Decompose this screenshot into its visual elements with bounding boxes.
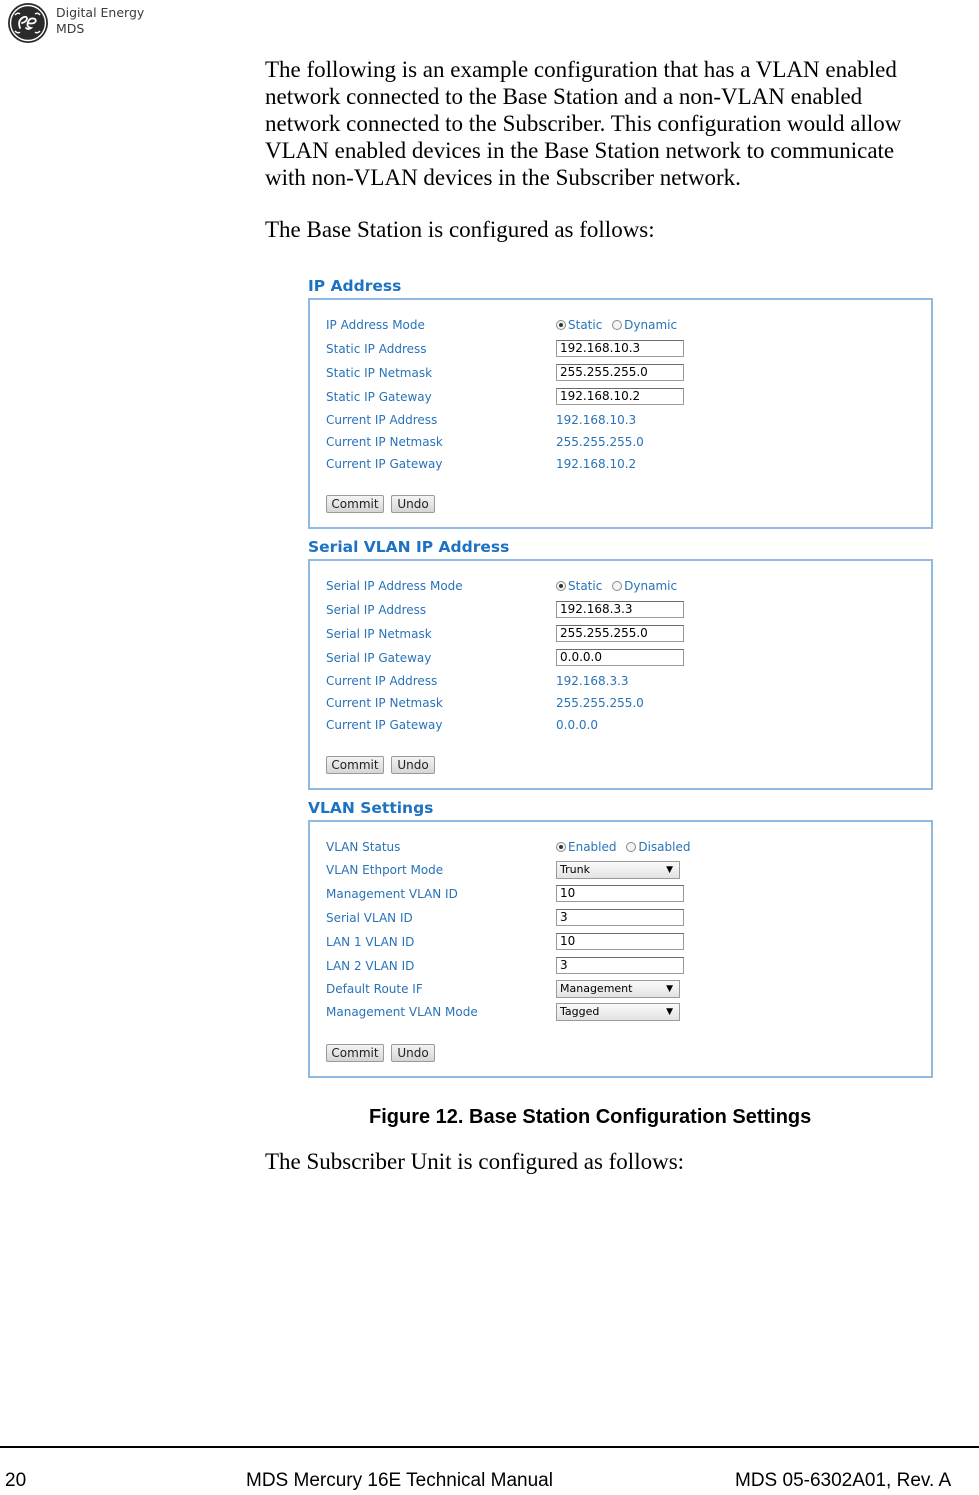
intro-line-4: VLAN enabled devices in the Base Station network to communicate: [265, 138, 895, 163]
undo-button[interactable]: Undo: [391, 1044, 435, 1062]
page-number: 20: [5, 1470, 27, 1491]
current-ip-value: 192.168.10.3: [556, 413, 637, 427]
static-netmask-label: Static IP Netmask: [326, 366, 433, 380]
serial-vlan-id-label: Serial VLAN ID: [326, 911, 413, 925]
lan2-vlan-id-label: LAN 2 VLAN ID: [326, 959, 415, 973]
radio-icon[interactable]: [556, 320, 566, 330]
intro-line-1: The following is an example configuration that has a VLAN enabled: [265, 57, 897, 82]
serial-current-netmask-value: 255.255.255.0: [556, 696, 644, 710]
static-gateway-label: Static IP Gateway: [326, 390, 432, 404]
default-route-value: Management: [560, 982, 633, 995]
mgmt-vlan-id-label: Management VLAN ID: [326, 887, 458, 901]
footer-divider: [0, 1446, 979, 1448]
brand-line-2: MDS: [56, 21, 85, 36]
default-route-select[interactable]: [556, 980, 680, 998]
ip-mode-radio-group: [556, 318, 683, 332]
intro-line-3: network connected to the Subscriber. This configuration would allow: [265, 111, 902, 136]
chevron-down-icon: ▼: [666, 984, 673, 994]
commit-button[interactable]: Commit: [326, 756, 384, 774]
ip-address-title: IP Address: [308, 277, 402, 295]
intro-line-5: with non-VLAN devices in the Subscriber network.: [265, 165, 741, 190]
serial-ip-label: Serial IP Address: [326, 603, 427, 617]
serial-current-netmask-label: Current IP Netmask: [326, 696, 443, 710]
static-gateway-input[interactable]: 192.168.10.2: [556, 388, 684, 405]
commit-button[interactable]: Commit: [326, 495, 384, 513]
serial-ip-input[interactable]: 192.168.3.3: [556, 601, 684, 618]
current-netmask-value: 255.255.255.0: [556, 435, 644, 449]
static-netmask-input[interactable]: 255.255.255.0: [556, 364, 684, 381]
doc-number: MDS 05-6302A01, Rev. A: [735, 1470, 952, 1491]
mgmt-vlan-mode-select[interactable]: [556, 1003, 680, 1021]
brand-line-1: Digital Energy: [56, 5, 145, 20]
lan1-vlan-id-input[interactable]: 10: [556, 933, 684, 950]
vlan-status-radio-group: [556, 840, 696, 854]
serial-mode-label: Serial IP Address Mode: [326, 579, 463, 593]
radio-icon[interactable]: [626, 842, 636, 852]
ip-address-panel: [308, 298, 933, 529]
intro-paragraph: [265, 56, 901, 191]
chevron-down-icon: ▼: [666, 865, 673, 875]
manual-title: MDS Mercury 16E Technical Manual: [246, 1470, 553, 1491]
serial-gateway-label: Serial IP Gateway: [326, 651, 432, 665]
intro-line-2: network connected to the Base Station and a non-VLAN enabled: [265, 84, 863, 109]
commit-button[interactable]: Commit: [326, 1044, 384, 1062]
serial-vlan-ip-title: Serial VLAN IP Address: [308, 538, 510, 556]
current-netmask-label: Current IP Netmask: [326, 435, 443, 449]
vlan-status-disabled-option[interactable]: Disabled: [626, 840, 690, 854]
ethport-mode-value: Trunk: [560, 863, 590, 876]
vlan-settings-panel: [308, 820, 933, 1078]
lan1-vlan-id-label: LAN 1 VLAN ID: [326, 935, 415, 949]
serial-mode-radio-group: [556, 579, 683, 593]
vlan-settings-title: VLAN Settings: [308, 799, 434, 817]
ethport-mode-label: VLAN Ethport Mode: [326, 863, 444, 877]
serial-current-ip-value: 192.168.3.3: [556, 674, 629, 688]
default-route-label: Default Route IF: [326, 982, 423, 996]
serial-netmask-label: Serial IP Netmask: [326, 627, 432, 641]
radio-icon[interactable]: [612, 320, 622, 330]
brand-name: [56, 5, 144, 37]
serial-vlan-ip-panel: [308, 559, 933, 790]
serial-vlan-id-input[interactable]: 3: [556, 909, 684, 926]
ethport-mode-select[interactable]: [556, 861, 680, 879]
serial-gateway-input[interactable]: 0.0.0.0: [556, 649, 684, 666]
serial-mode-static-option[interactable]: Static: [556, 579, 602, 593]
serial-mode-dynamic-option[interactable]: Dynamic: [612, 579, 677, 593]
static-ip-label: Static IP Address: [326, 342, 427, 356]
serial-current-gateway-label: Current IP Gateway: [326, 718, 443, 732]
chevron-down-icon: ▼: [666, 1007, 673, 1017]
undo-button[interactable]: Undo: [391, 495, 435, 513]
vlan-status-enabled-option[interactable]: Enabled: [556, 840, 617, 854]
lan2-vlan-id-input[interactable]: 3: [556, 957, 684, 974]
radio-icon[interactable]: [612, 581, 622, 591]
mgmt-vlan-mode-value: Tagged: [560, 1005, 600, 1018]
radio-icon[interactable]: [556, 581, 566, 591]
ip-mode-static-option[interactable]: Static: [556, 318, 602, 332]
current-gateway-value: 192.168.10.2: [556, 457, 637, 471]
serial-current-ip-label: Current IP Address: [326, 674, 438, 688]
ge-logo-icon: [6, 2, 50, 44]
serial-current-gateway-value: 0.0.0.0: [556, 718, 598, 732]
subscriber-intro: The Subscriber Unit is configured as follows:: [265, 1149, 685, 1174]
vlan-status-label: VLAN Status: [326, 840, 401, 854]
undo-button[interactable]: Undo: [391, 756, 435, 774]
current-ip-label: Current IP Address: [326, 413, 438, 427]
ip-mode-dynamic-option[interactable]: Dynamic: [612, 318, 677, 332]
current-gateway-label: Current IP Gateway: [326, 457, 443, 471]
mgmt-vlan-mode-label: Management VLAN Mode: [326, 1005, 478, 1019]
radio-icon[interactable]: [556, 842, 566, 852]
base-station-intro: The Base Station is configured as follows:: [265, 217, 655, 242]
figure-caption: Figure 12. Base Station Configuration Settings: [369, 1106, 812, 1128]
serial-netmask-input[interactable]: 255.255.255.0: [556, 625, 684, 642]
static-ip-input[interactable]: 192.168.10.3: [556, 340, 684, 357]
mgmt-vlan-id-input[interactable]: 10: [556, 885, 684, 902]
ip-mode-label: IP Address Mode: [326, 318, 425, 332]
